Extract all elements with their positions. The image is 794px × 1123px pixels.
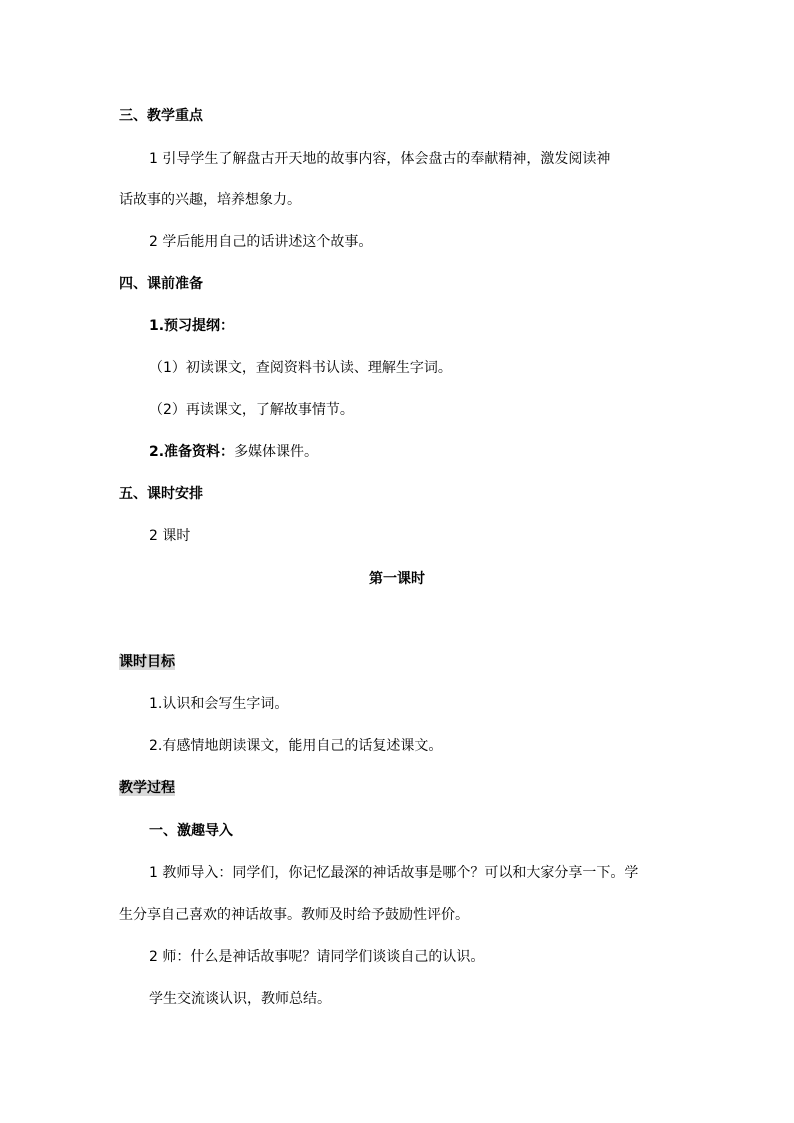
paragraph-line: 2 学后能用自己的话讲述这个故事。 [149,234,373,250]
list-subitem: （2）再读课文，了解故事情节。 [149,402,354,418]
paragraph-line: 生分享自己喜欢的神话故事。教师及时给予鼓励性评价。 [119,907,469,923]
paragraph-line: 1 引导学生了解盘古开天地的故事内容，体会盘古的奉献精神，激发阅读神 [149,151,611,167]
section-heading-teaching-focus: 三、教学重点 [119,108,203,124]
list-item-text: 多媒体课件。 [234,444,319,460]
subheading-lesson-goals [119,652,175,672]
list-subitem: （1）初读课文，查阅资料书认读、理解生字词。 [149,360,452,376]
list-item-label: 2.准备资料： [149,444,235,460]
list-item-label: 1.预习提纲： [149,318,235,334]
paragraph-line: 1 教师导入：同学们，你记忆最深的神话故事是哪个？可以和大家分享一下。学 [149,865,639,881]
paragraph-line: 学生交流谈认识，教师总结。 [149,991,331,1007]
section-heading-preparation: 四、课前准备 [119,276,203,292]
goal-item: 2.有感情地朗读课文，能用自己的话复述课文。 [149,738,443,754]
highlighted-heading: 教学过程 [119,780,175,796]
paragraph-line: 2 师：什么是神话故事呢？请同学们谈谈自己的认识。 [149,949,485,965]
lesson-title: 第一课时 [369,571,425,587]
list-item [149,442,318,462]
step-heading: 一、激趣导入 [149,823,233,839]
subheading-teaching-process [119,778,175,798]
highlighted-heading: 课时目标 [119,654,175,670]
paragraph-line: 2 课时 [149,528,191,544]
goal-item: 1.认识和会写生字词。 [149,696,289,712]
section-heading-schedule: 五、课时安排 [119,486,203,502]
paragraph-line: 话故事的兴趣，培养想象力。 [119,192,301,208]
